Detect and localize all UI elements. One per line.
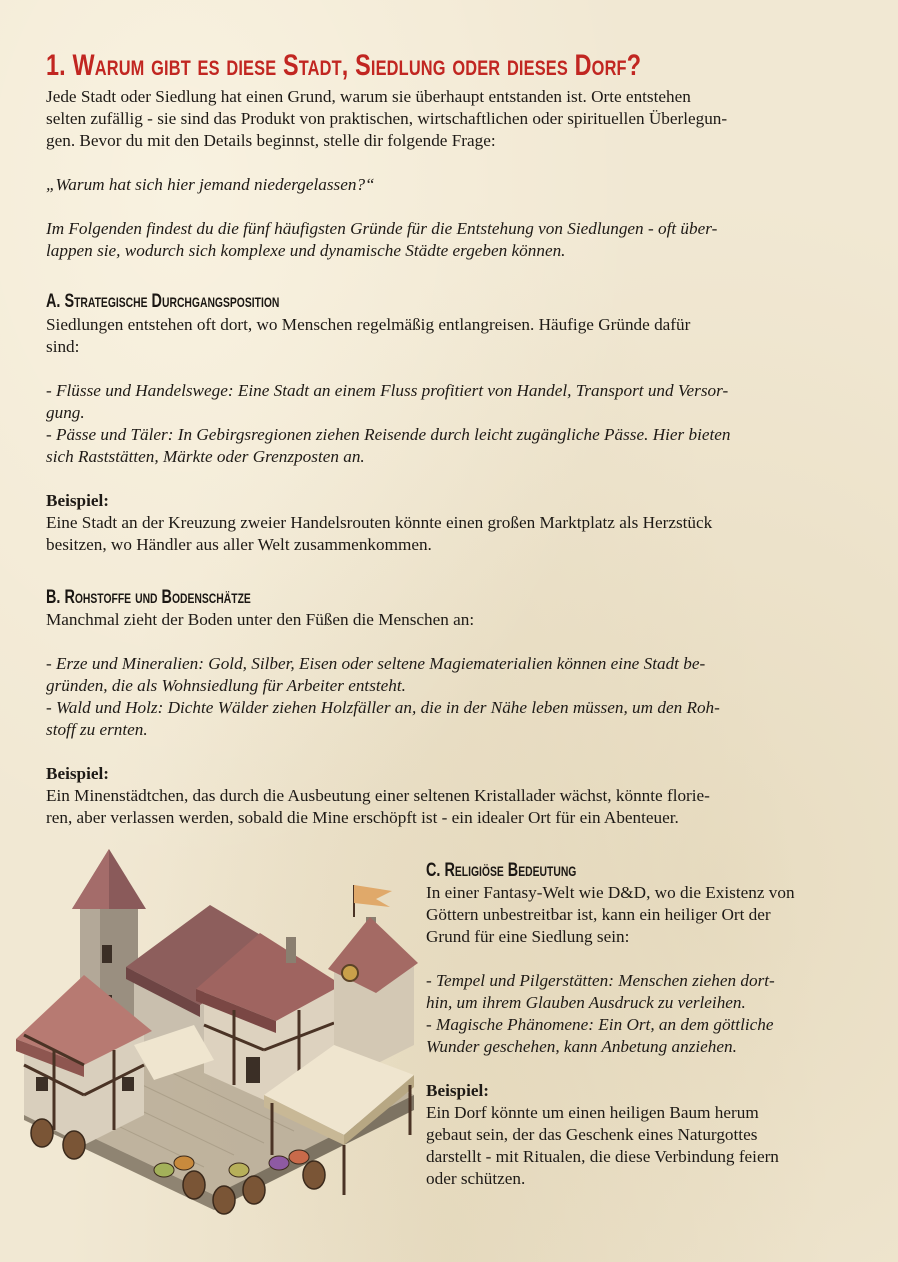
key-question: „Warum hat sich hier jemand niedergelassen?“ xyxy=(46,175,375,194)
bullet-line: gung. xyxy=(46,403,85,422)
section-c-heading: C. Religiöse Bedeutung xyxy=(426,859,577,881)
section-a-heading: A. Strategische Durchgangsposition xyxy=(46,290,280,312)
bullet-line: - Pässe und Täler: In Gebirgsregionen ziehen Reisende durch leicht zugängliche Pässe. Hier bieten xyxy=(46,425,731,444)
bullet-line: - Magische Phänomene: Ein Ort, an dem göttliche xyxy=(426,1015,774,1034)
text-line: gebaut sein, der das Geschenk eines Naturgottes xyxy=(426,1125,758,1144)
bullet-line: hin, um ihrem Glauben Ausdruck zu verleihen. xyxy=(426,993,746,1012)
medieval-town-illustration xyxy=(14,845,424,1245)
bullet-line: sich Raststätten, Märkte oder Grenzposten an. xyxy=(46,447,365,466)
text-line: Im Folgenden findest du die fünf häufigsten Gründe für die Entstehung von Siedlungen - oft über- xyxy=(46,219,718,238)
bullet-line: Wunder geschehen, kann Anbetung anziehen. xyxy=(426,1037,737,1056)
section-b-heading: B. Rohstoffe und Bodenschätze xyxy=(46,586,251,608)
text-line: gen. Bevor du mit den Details beginnst, stelle dir folgende Frage: xyxy=(46,131,496,150)
text-line: lappen sie, wodurch sich komplexe und dynamische Städte ergeben können. xyxy=(46,241,566,260)
text-line: Manchmal zieht der Boden unter den Füßen die Menschen an: xyxy=(46,610,475,629)
text-line: Grund für eine Siedlung sein: xyxy=(426,927,630,946)
section-a-example xyxy=(46,512,712,556)
text-line: Jede Stadt oder Siedlung hat einen Grund, warum sie überhaupt entstanden ist. Orte entstehen xyxy=(46,87,691,106)
text-line: In einer Fantasy-Welt wie D&D, wo die Existenz von xyxy=(426,883,795,902)
text-line: besitzen, wo Händler aus aller Welt zusammenkommen. xyxy=(46,535,432,554)
bullet-line: stoff zu ernten. xyxy=(46,720,148,739)
text-line: Ein Minenstädtchen, das durch die Ausbeutung einer seltenen Kristallader wächst, könnte florie- xyxy=(46,786,710,805)
text-line: ren, aber verlassen werden, sobald die Mine erschöpft ist - ein idealer Ort für ein Abenteuer. xyxy=(46,808,679,827)
section-b-bullets xyxy=(46,653,720,741)
text-line: darstellt - mit Ritualen, die diese Verbindung feiern xyxy=(426,1147,779,1166)
section-a-bullets xyxy=(46,380,731,468)
text-line: selten zufällig - sie sind das Produkt von praktischen, wirtschaftlichen oder spirituellen Überlegun- xyxy=(46,109,728,128)
section-b-example-label: Beispiel: xyxy=(46,764,110,783)
section-c-example-label: Beispiel: xyxy=(426,1081,490,1100)
bullet-line: - Tempel und Pilgerstätten: Menschen ziehen dort- xyxy=(426,971,775,990)
page-title: 1. Warum gibt es diese Stadt, Siedlung oder dieses Dorf? xyxy=(46,49,642,82)
text-line: sind: xyxy=(46,337,80,356)
text-line: Göttern unbestreitbar ist, kann ein heiliger Ort der xyxy=(426,905,771,924)
intro-note xyxy=(46,218,717,262)
section-c-example xyxy=(426,1102,779,1190)
bullet-line: - Wald und Holz: Dichte Wälder ziehen Holzfäller an, die in der Nähe leben müssen, um den Roh- xyxy=(46,698,720,717)
bullet-line: - Erze und Mineralien: Gold, Silber, Eisen oder seltene Magiematerialien können eine Stadt be- xyxy=(46,654,706,673)
section-c-bullets xyxy=(426,970,775,1058)
text-line: Eine Stadt an der Kreuzung zweier Handelsrouten könnte einen großen Marktplatz als Herzstück xyxy=(46,513,713,532)
section-c-text xyxy=(426,882,795,948)
section-b-example xyxy=(46,785,710,829)
intro-paragraph xyxy=(46,86,727,152)
section-a-example-label: Beispiel: xyxy=(46,491,110,510)
text-line: oder schützen. xyxy=(426,1169,526,1188)
text-line: Siedlungen entstehen oft dort, wo Menschen regelmäßig entlangreisen. Häufige Gründe dafür xyxy=(46,315,691,334)
bullet-line: gründen, die als Wohnsiedlung für Arbeiter entsteht. xyxy=(46,676,406,695)
section-a-text xyxy=(46,314,690,358)
section-b-text xyxy=(46,609,474,631)
bullet-line: - Flüsse und Handelswege: Eine Stadt an einem Fluss profitiert von Handel, Transport und Versor- xyxy=(46,381,729,400)
text-line: Ein Dorf könnte um einen heiligen Baum herum xyxy=(426,1103,759,1122)
